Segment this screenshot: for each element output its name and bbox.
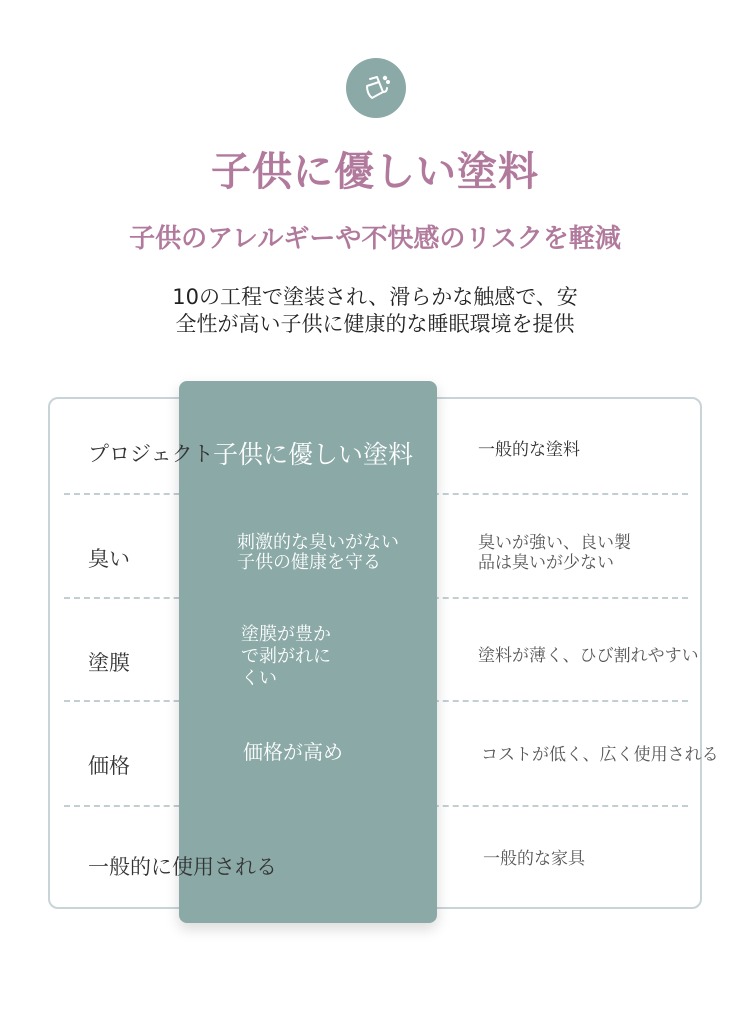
highlight-header: 子供に優しい塗料	[213, 440, 414, 469]
description: 10の工程で塗装され、滑らかな触感で、安 全性が高い子供に健康的な睡眠環境を提供	[172, 285, 578, 336]
ordinary-header: 一般的な塗料	[478, 440, 580, 460]
row-label-project: プロジェクト	[88, 442, 214, 466]
row-label-price: 価格	[88, 754, 130, 778]
row-label-smell: 臭い	[88, 547, 130, 571]
highlight-price: 価格が高め	[243, 740, 343, 764]
ordinary-price: コストが低く、広く使用される	[481, 745, 719, 765]
highlight-smell: 刺激的な臭いがない 子供の健康を守る	[237, 532, 399, 573]
row-label-coating: 塗膜	[88, 651, 130, 675]
row-label-usage: 一般的に使用される	[88, 855, 277, 879]
highlight-coating: 塗膜が豊か で剥がれに くい	[241, 624, 331, 689]
ordinary-coating: 塗料が薄く、ひび割れやすい	[478, 646, 699, 666]
page-subtitle: 子供のアレルギーや不快感のリスクを軽減	[129, 224, 621, 254]
ordinary-usage: 一般的な家具	[483, 849, 585, 869]
page-title: 子供に優しい塗料	[211, 149, 539, 195]
ordinary-smell: 臭いが強い、良い製 品は臭いが少ない	[478, 533, 631, 573]
paint-spray-icon	[346, 58, 406, 118]
